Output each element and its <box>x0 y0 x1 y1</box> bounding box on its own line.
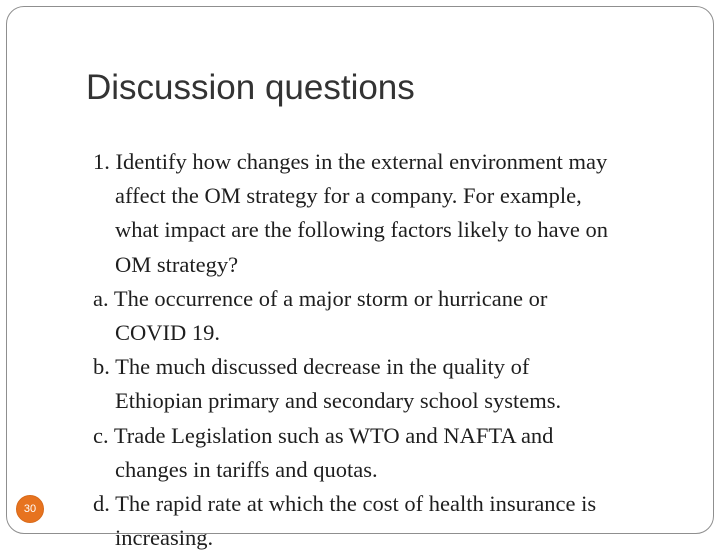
question-1-line-2: affect the OM strategy for a company. For example, <box>115 183 582 209</box>
factor-a-line-2: COVID 19. <box>115 320 220 346</box>
question-item-1 <box>93 145 693 282</box>
factor-b-line-2: Ethiopian primary and secondary school systems. <box>115 388 562 414</box>
factor-item-c <box>93 419 693 487</box>
factor-item-b <box>93 350 693 418</box>
factor-c-line-1: c. Trade Legislation such as WTO and NAFTA and <box>93 422 554 448</box>
question-1-line-4: OM strategy? <box>115 251 239 277</box>
question-1-line-3: what impact are the following factors likely to have on <box>115 217 608 243</box>
question-list <box>93 145 693 555</box>
question-1-line-1: 1. Identify how changes in the external environment may <box>93 149 608 174</box>
factor-item-d <box>93 487 693 555</box>
slide-frame <box>6 6 714 551</box>
slide-title: Discussion questions <box>86 68 415 107</box>
factor-a-line-1: a. The occurrence of a major storm or hurricane or <box>93 285 548 311</box>
factor-b-line-1: b. The much discussed decrease in the quality of <box>93 354 530 380</box>
factor-c-line-2: changes in tariffs and quotas. <box>115 456 378 482</box>
factor-d-line-2: increasing. <box>115 525 214 551</box>
slide-number-badge: 30 <box>16 495 44 523</box>
factor-d-line-1: d. The rapid rate at which the cost of health insurance is <box>93 491 597 517</box>
factor-item-a <box>93 282 693 350</box>
